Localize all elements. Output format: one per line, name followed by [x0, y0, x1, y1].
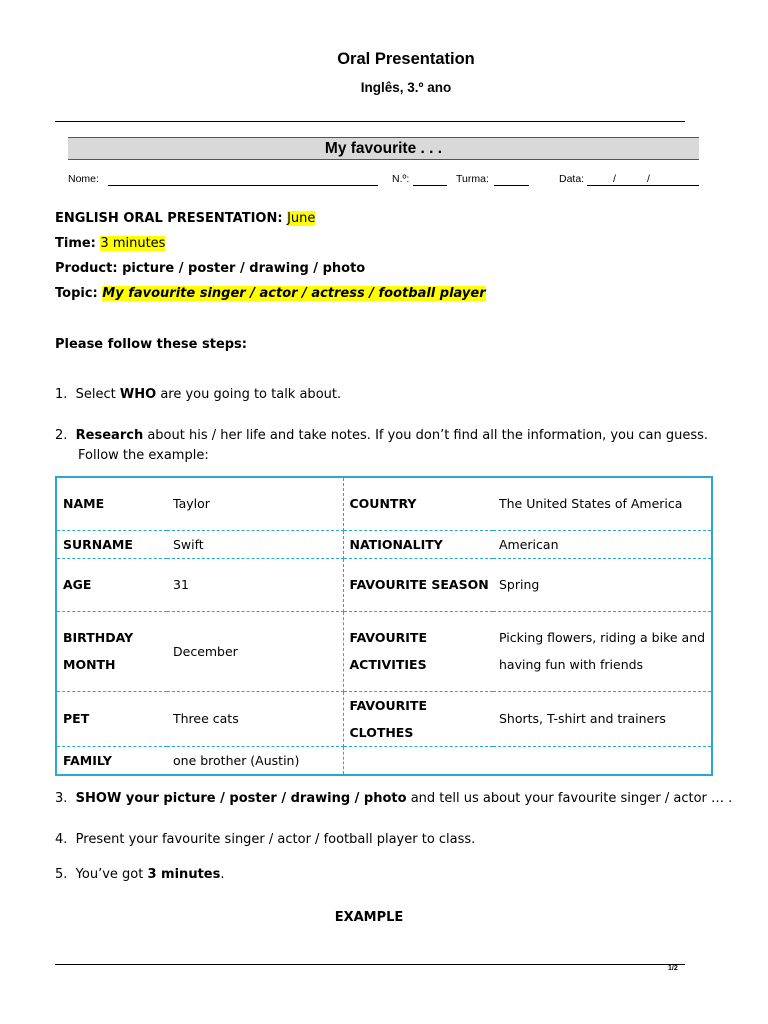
time-label: Time:	[55, 236, 101, 251]
step-bold: 3 minutes	[147, 867, 221, 882]
date-separator: /	[613, 173, 616, 185]
table-label: BIRTHDAY MONTH	[56, 611, 167, 691]
name-label: Nome:	[68, 173, 99, 185]
table-row	[56, 691, 712, 746]
table-row	[56, 746, 712, 775]
step-2-example: Follow the example:	[78, 448, 209, 463]
table-label: FAVOURITE SEASON	[343, 558, 493, 611]
step-4	[55, 832, 475, 847]
table-label: FAVOURITE CLOTHES	[343, 691, 493, 746]
table-label: FAVOURITE ACTIVITIES	[343, 611, 493, 691]
step-text: Select	[75, 387, 120, 402]
class-field[interactable]	[494, 185, 529, 186]
page-subtitle: Inglês, 3.º ano	[360, 80, 452, 95]
table-value: December	[167, 611, 343, 691]
step-number: 2.	[55, 428, 68, 443]
table-value: Three cats	[167, 691, 343, 746]
time-value: 3 minutes	[100, 236, 166, 251]
table-value: Swift	[167, 530, 343, 558]
step-number: 1.	[55, 387, 68, 402]
step-text: .	[220, 867, 225, 882]
header-divider	[55, 121, 685, 122]
step-bold: your picture / poster / drawing / photo	[121, 791, 407, 806]
step-3	[55, 791, 732, 806]
step-1	[55, 387, 341, 402]
table-row	[56, 530, 712, 558]
presentation-line	[55, 211, 315, 226]
step-bold: Research	[75, 428, 144, 443]
step-text: You’ve got	[75, 867, 148, 882]
topic-label: Topic:	[55, 286, 103, 301]
table-label: NAME	[56, 477, 167, 530]
date-label: Data:	[559, 173, 585, 185]
step-number: 3.	[55, 791, 68, 806]
step-text: and tell us about your favourite singer / actor … .	[406, 791, 733, 806]
table-label: SURNAME	[56, 530, 167, 558]
presentation-label: ENGLISH ORAL PRESENTATION:	[55, 211, 288, 226]
table-label: COUNTRY	[343, 477, 493, 530]
topic-value: My favourite singer / actor / actress / football player	[102, 286, 486, 301]
table-label: NATIONALITY	[343, 530, 493, 558]
table-value: one brother (Austin)	[167, 746, 343, 775]
table-value: American	[493, 530, 712, 558]
example-heading: EXAMPLE	[334, 910, 404, 925]
step-number: 4.	[55, 832, 68, 847]
table-row	[56, 477, 712, 530]
page-number: 1/2	[668, 965, 678, 972]
table-label: PET	[56, 691, 167, 746]
number-field[interactable]	[413, 185, 447, 186]
step-text: about his / her life and take notes. If you don’t find all the information, you can guess.	[143, 428, 708, 443]
time-line	[55, 236, 165, 251]
step-5	[55, 867, 224, 882]
step-number: 5.	[55, 867, 68, 882]
date-field[interactable]	[587, 185, 699, 186]
table-label: FAMILY	[63, 752, 112, 768]
topic-line	[55, 286, 486, 301]
name-field[interactable]	[108, 185, 378, 186]
table-value: Picking flowers, riding a bike and having fun with friends	[493, 611, 712, 691]
steps-intro: Please follow these steps:	[55, 337, 247, 352]
presentation-value: June	[287, 211, 316, 226]
date-separator: /	[647, 173, 650, 185]
page-title: Oral Presentation	[337, 50, 475, 68]
step-bold: SHOW	[75, 791, 122, 806]
table-label	[343, 746, 493, 775]
table-value: 31	[167, 558, 343, 611]
table-value: Spring	[493, 558, 712, 611]
table-row	[56, 611, 712, 691]
table-row	[56, 558, 712, 611]
section-banner: My favourite . . .	[68, 137, 699, 160]
footer-divider	[55, 964, 685, 965]
class-label: Turma:	[456, 173, 489, 185]
step-text: are you going to talk about.	[156, 387, 342, 402]
step-bold: WHO	[119, 387, 157, 402]
table-value	[493, 746, 712, 775]
table-value: Taylor	[167, 477, 343, 530]
number-label: N.º:	[392, 173, 410, 185]
table-value: Shorts, T-shirt and trainers	[493, 691, 712, 746]
product-line: Product: picture / poster / drawing / photo	[55, 261, 366, 276]
example-table	[55, 476, 713, 776]
table-label: AGE	[56, 558, 167, 611]
step-2	[55, 428, 708, 443]
table-value: The United States of America	[493, 477, 712, 530]
step-text: Present your favourite singer / actor / football player to class.	[75, 832, 476, 847]
